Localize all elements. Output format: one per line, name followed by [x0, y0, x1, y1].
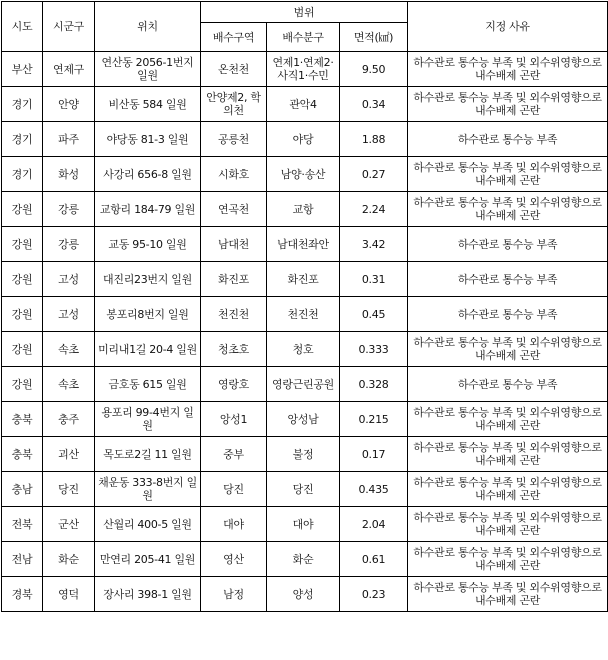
- header-province: 시도: [2, 2, 43, 52]
- table-row: [2, 332, 608, 367]
- cell-drainage-zone: 화진포: [201, 262, 267, 297]
- cell-reason: 하수관로 통수능 부족: [408, 262, 608, 297]
- cell-location: 채운동 333-8번지 일원: [95, 472, 201, 507]
- cell-drainage-zone: 남정: [201, 577, 267, 612]
- header-drainage-subzone: 배수분구: [267, 23, 340, 52]
- cell-drainage-zone: 대야: [201, 507, 267, 542]
- cell-reason: 하수관로 통수능 부족 및 외수위영향으로 내수배제 곤란: [408, 472, 608, 507]
- table-row: [2, 87, 608, 122]
- header-drainage-zone: 배수구역: [201, 23, 267, 52]
- table-row: [2, 297, 608, 332]
- cell-area: 0.27: [340, 157, 408, 192]
- cell-province: 강원: [2, 262, 43, 297]
- cell-drainage-zone: 당진: [201, 472, 267, 507]
- table-row: [2, 542, 608, 577]
- cell-location: 교항리 184-79 일원: [95, 192, 201, 227]
- header-location: 위치: [95, 2, 201, 52]
- header-scope: 범위: [201, 2, 408, 23]
- cell-area: 0.23: [340, 577, 408, 612]
- cell-area: 0.31: [340, 262, 408, 297]
- cell-reason: 하수관로 통수능 부족: [408, 367, 608, 402]
- cell-drainage-subzone: 관악4: [267, 87, 340, 122]
- cell-drainage-zone: 영랑호: [201, 367, 267, 402]
- cell-location: 미리내1길 20-4 일원: [95, 332, 201, 367]
- cell-drainage-subzone: 대야: [267, 507, 340, 542]
- cell-district: 파주: [43, 122, 95, 157]
- cell-reason: 하수관로 통수능 부족 및 외수위영향으로 내수배제 곤란: [408, 332, 608, 367]
- designation-table: [1, 1, 608, 612]
- cell-province: 경북: [2, 577, 43, 612]
- cell-drainage-zone: 시화호: [201, 157, 267, 192]
- cell-province: 강원: [2, 332, 43, 367]
- cell-reason: 하수관로 통수능 부족 및 외수위영향으로 내수배제 곤란: [408, 402, 608, 437]
- cell-province: 충남: [2, 472, 43, 507]
- header-reason: 지정 사유: [408, 2, 608, 52]
- cell-province: 경기: [2, 87, 43, 122]
- cell-reason: 하수관로 통수능 부족 및 외수위영향으로 내수배제 곤란: [408, 52, 608, 87]
- table-row: [2, 52, 608, 87]
- cell-district: 화성: [43, 157, 95, 192]
- cell-drainage-subzone: 화순: [267, 542, 340, 577]
- cell-district: 충주: [43, 402, 95, 437]
- cell-province: 강원: [2, 227, 43, 262]
- cell-province: 강원: [2, 297, 43, 332]
- cell-drainage-subzone: 화진포: [267, 262, 340, 297]
- cell-district: 괴산: [43, 437, 95, 472]
- cell-location: 야당동 81-3 일원: [95, 122, 201, 157]
- cell-reason: 하수관로 통수능 부족 및 외수위영향으로 내수배제 곤란: [408, 542, 608, 577]
- cell-district: 고성: [43, 262, 95, 297]
- cell-district: 안양: [43, 87, 95, 122]
- cell-drainage-zone: 안양제2, 학의천: [201, 87, 267, 122]
- cell-location: 연산동 2056-1번지 일원: [95, 52, 201, 87]
- cell-drainage-subzone: 남양·송산: [267, 157, 340, 192]
- cell-location: 대진리23번지 일원: [95, 262, 201, 297]
- header-area: 면적(㎢): [340, 23, 408, 52]
- cell-reason: 하수관로 통수능 부족: [408, 297, 608, 332]
- cell-area: 0.45: [340, 297, 408, 332]
- table-row: [2, 157, 608, 192]
- cell-reason: 하수관로 통수능 부족 및 외수위영향으로 내수배제 곤란: [408, 87, 608, 122]
- cell-area: 9.50: [340, 52, 408, 87]
- cell-location: 목도로2길 11 일원: [95, 437, 201, 472]
- table-row: [2, 122, 608, 157]
- cell-location: 산월리 400-5 일원: [95, 507, 201, 542]
- cell-area: 0.17: [340, 437, 408, 472]
- cell-area: 2.24: [340, 192, 408, 227]
- cell-district: 연제구: [43, 52, 95, 87]
- cell-district: 속초: [43, 367, 95, 402]
- cell-province: 전남: [2, 542, 43, 577]
- cell-province: 경기: [2, 157, 43, 192]
- cell-drainage-subzone: 연제1·연제2· 사직1·수민: [267, 52, 340, 87]
- cell-drainage-zone: 연곡천: [201, 192, 267, 227]
- header-district: 시군구: [43, 2, 95, 52]
- table-body: [2, 52, 608, 612]
- cell-province: 강원: [2, 192, 43, 227]
- cell-province: 경기: [2, 122, 43, 157]
- cell-location: 교동 95-10 일원: [95, 227, 201, 262]
- cell-location: 사강리 656-8 일원: [95, 157, 201, 192]
- table-row: [2, 472, 608, 507]
- cell-drainage-zone: 천진천: [201, 297, 267, 332]
- cell-area: 3.42: [340, 227, 408, 262]
- cell-location: 금호동 615 일원: [95, 367, 201, 402]
- cell-drainage-zone: 온천천: [201, 52, 267, 87]
- cell-drainage-subzone: 당진: [267, 472, 340, 507]
- cell-location: 만연리 205-41 일원: [95, 542, 201, 577]
- cell-district: 강릉: [43, 227, 95, 262]
- cell-reason: 하수관로 통수능 부족: [408, 122, 608, 157]
- cell-drainage-subzone: 야당: [267, 122, 340, 157]
- table-row: [2, 227, 608, 262]
- cell-reason: 하수관로 통수능 부족 및 외수위영향으로 내수배제 곤란: [408, 192, 608, 227]
- table-row: [2, 262, 608, 297]
- cell-drainage-zone: 영산: [201, 542, 267, 577]
- table-row: [2, 507, 608, 542]
- cell-drainage-subzone: 교항: [267, 192, 340, 227]
- cell-reason: 하수관로 통수능 부족: [408, 227, 608, 262]
- cell-area: 0.328: [340, 367, 408, 402]
- cell-location: 봉포리8번지 일원: [95, 297, 201, 332]
- cell-drainage-zone: 앙성1: [201, 402, 267, 437]
- cell-reason: 하수관로 통수능 부족 및 외수위영향으로 내수배제 곤란: [408, 157, 608, 192]
- cell-district: 당진: [43, 472, 95, 507]
- cell-district: 고성: [43, 297, 95, 332]
- cell-drainage-subzone: 영랑근린공원: [267, 367, 340, 402]
- cell-drainage-zone: 공릉천: [201, 122, 267, 157]
- cell-drainage-subzone: 앙성남: [267, 402, 340, 437]
- cell-area: 1.88: [340, 122, 408, 157]
- cell-province: 전북: [2, 507, 43, 542]
- cell-location: 용포리 99-4번지 일원: [95, 402, 201, 437]
- table-row: [2, 577, 608, 612]
- table-row: [2, 367, 608, 402]
- cell-location: 비산동 584 일원: [95, 87, 201, 122]
- cell-area: 2.04: [340, 507, 408, 542]
- cell-drainage-subzone: 불정: [267, 437, 340, 472]
- cell-area: 0.34: [340, 87, 408, 122]
- table-row: [2, 192, 608, 227]
- cell-area: 0.435: [340, 472, 408, 507]
- cell-province: 강원: [2, 367, 43, 402]
- cell-reason: 하수관로 통수능 부족 및 외수위영향으로 내수배제 곤란: [408, 507, 608, 542]
- cell-province: 부산: [2, 52, 43, 87]
- cell-area: 0.215: [340, 402, 408, 437]
- cell-drainage-subzone: 청호: [267, 332, 340, 367]
- cell-reason: 하수관로 통수능 부족 및 외수위영향으로 내수배제 곤란: [408, 437, 608, 472]
- cell-drainage-subzone: 양성: [267, 577, 340, 612]
- table-row: [2, 402, 608, 437]
- cell-drainage-zone: 남대천: [201, 227, 267, 262]
- cell-district: 군산: [43, 507, 95, 542]
- cell-province: 충북: [2, 402, 43, 437]
- cell-district: 속초: [43, 332, 95, 367]
- cell-province: 충북: [2, 437, 43, 472]
- cell-drainage-zone: 중부: [201, 437, 267, 472]
- table-row: [2, 437, 608, 472]
- cell-location: 장사리 398-1 일원: [95, 577, 201, 612]
- cell-area: 0.61: [340, 542, 408, 577]
- cell-district: 화순: [43, 542, 95, 577]
- cell-drainage-subzone: 남대천좌안: [267, 227, 340, 262]
- cell-reason: 하수관로 통수능 부족 및 외수위영향으로 내수배제 곤란: [408, 577, 608, 612]
- cell-district: 강릉: [43, 192, 95, 227]
- cell-drainage-zone: 청초호: [201, 332, 267, 367]
- cell-district: 영덕: [43, 577, 95, 612]
- cell-area: 0.333: [340, 332, 408, 367]
- cell-drainage-subzone: 천진천: [267, 297, 340, 332]
